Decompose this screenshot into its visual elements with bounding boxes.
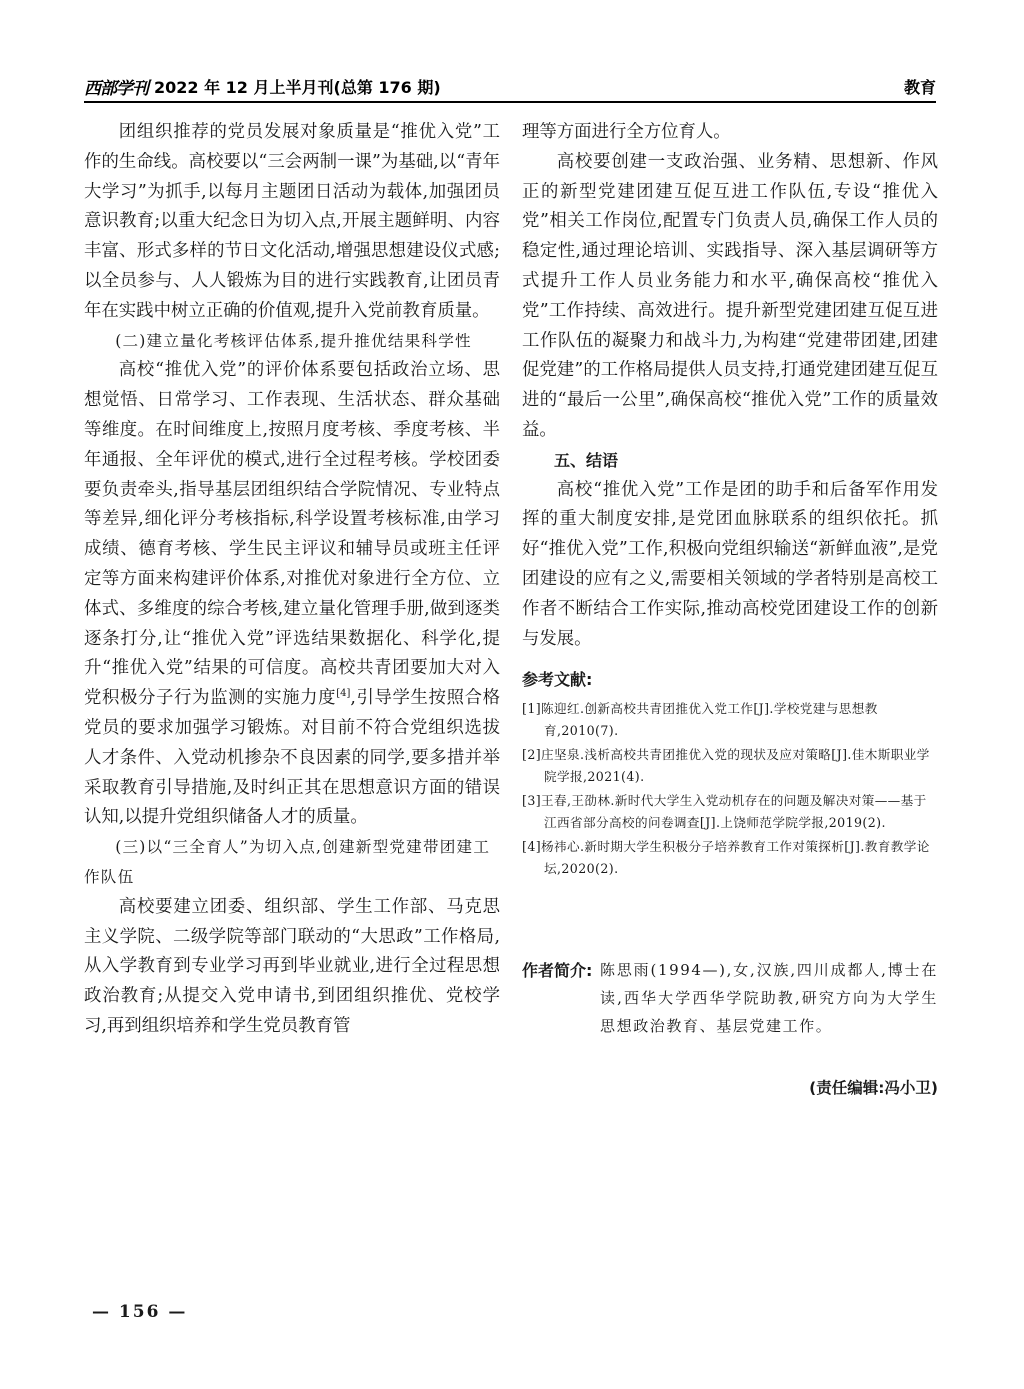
subsection-heading: (二)建立量化考核评估体系,提升推优结果科学性 [115,331,472,350]
references-title: 参考文献: [522,670,593,689]
citation-marker[interactable]: [4] [336,688,351,700]
author-text: 陈思雨(1994—),女,汉族,四川成都人,博士在读,西华大学西华学院助教,研究方向为大学生思想政治教育、基层党建工作。 [600,961,938,1035]
author-label: 作者简介: [522,961,593,980]
author-bio [522,956,938,1040]
section-heading: 五、结语 [554,450,619,470]
section-label: 教育 [903,78,936,97]
reference-item: [3]王春,王劭林.新时代大学生入党动机存在的问题及解决对策——基于江西省部分高校的问卷调查[J].上饶师范学院学报,2019(2). [522,793,927,830]
reference-item: [2]庄坚泉.浅析高校共青团推优入党的现状及应对策略[J].佳木斯职业学院学报,2021(4). [522,747,930,784]
header-divider [84,101,936,103]
issue-info: 2022 年 12 月上半月刊(总第 176 期) [154,78,441,97]
left-column [84,118,500,1042]
page-header [84,74,936,98]
subsection-heading: (三)以“三全育人”为切入点,创建新型党建带团建工作队伍 [84,838,491,886]
paragraph: 高校要建立团委、组织部、学生工作部、马克思主义学院、二级学院等部门联动的“大思政”工作格局,从入学教育到专业学习再到毕业就业,进行全过程思想政治教育;从提交入党申请书,到团组织推优、党校学习,再到组织培养和学生党员教育管 [84,896,500,1036]
reference-item: [4]杨祎心.新时期大学生积极分子培养教育工作对策探析[J].教育教学论坛,2020(2). [522,839,930,876]
journal-logo: 西部学刊 [84,79,148,99]
editor-note: (责任编辑:冯小卫) [809,1079,938,1097]
paragraph: 理等方面进行全方位育人。 [522,122,731,142]
paragraph: 高校“推优入党”工作是团的助手和后备军作用发挥的重大制度安排,是党团血脉联系的组织依托。抓好“推优入党”工作,积极向党组织输送“新鲜血液”,是党团建设的应有之义,需要相关领域的学者特别是高校工作者不断结合工作实际,推动高校党团建设工作的创新与发展。 [522,479,938,649]
reference-item: [1]陈迎红.创新高校共青团推优入党工作[J].学校党建与思想教育,2010(7). [522,701,878,738]
references [522,668,938,882]
paragraph-text: ,引导学生按照合格党员的要求加强学习锻炼。对目前不符合党组织选拔人才条件、入党动机掺杂不良因素的同学,要多措并举采取教育引导措施,及时纠正其在思想意识方面的错误认知,以提升党组织储备人才的质量。 [84,688,500,828]
paragraph: 团组织推荐的党员发展对象质量是“推优入党”工作的生命线。高校要以“三会两制一课”为基础,以“青年大学习”为抓手,以每月主题团日活动为载体,加强团员意识教育;以重大纪念日为切入点,开展主题鲜明、内容丰富、形式多样的节日文化活动,增强思想建设仪式感;以全员参与、人人锻炼为目的进行实践教育,让团员青年在实践中树立正确的价值观,提升入党前教育质量。 [84,122,500,321]
paragraph-text: 高校“推优入党”的评价体系要包括政治立场、思想觉悟、日常学习、工作表现、生活状态、群众基础等维度。在时间维度上,按照月度考核、季度考核、半年通报、全年评优的模式,进行全过程考核。学校团委要负责牵头,指导基层团组织结合学院情况、专业特点等差异,细化评分考核指标,科学设置考核标准,由学习成绩、德育考核、学生民主评议和辅导员或班主任评定等方面来构建评价体系,对推优对象进行全方位、立体式、多维度的综合考核,建立量化管理手册,做到逐类逐条打分,让“推优入党”评选结果数据化、科学化,提升“推优入党”结果的可信度。高校共青团要加大对入党积极分子行为监测的实施力度 [84,360,500,709]
paragraph: 高校要创建一支政治强、业务精、思想新、作风正的新型党建团建互促互进工作队伍,专设“推优入党”相关工作岗位,配置专门负责人员,确保工作人员的稳定性,通过理论培训、实践指导、深入基层调研等方式提升工作人员业务能力和水平,确保高校“推优入党”工作持续、高效进行。提升新型党建团建互促互进工作队伍的凝聚力和战斗力,为构建“党建带团建,团建促党建”的工作格局提供人员支持,打通党建团建互促互进的“最后一公里”,确保高校“推优入党”工作的质量效益。 [522,151,938,440]
right-column [522,118,938,654]
page-number: — 156 — [92,1302,188,1322]
paragraph [84,356,500,833]
